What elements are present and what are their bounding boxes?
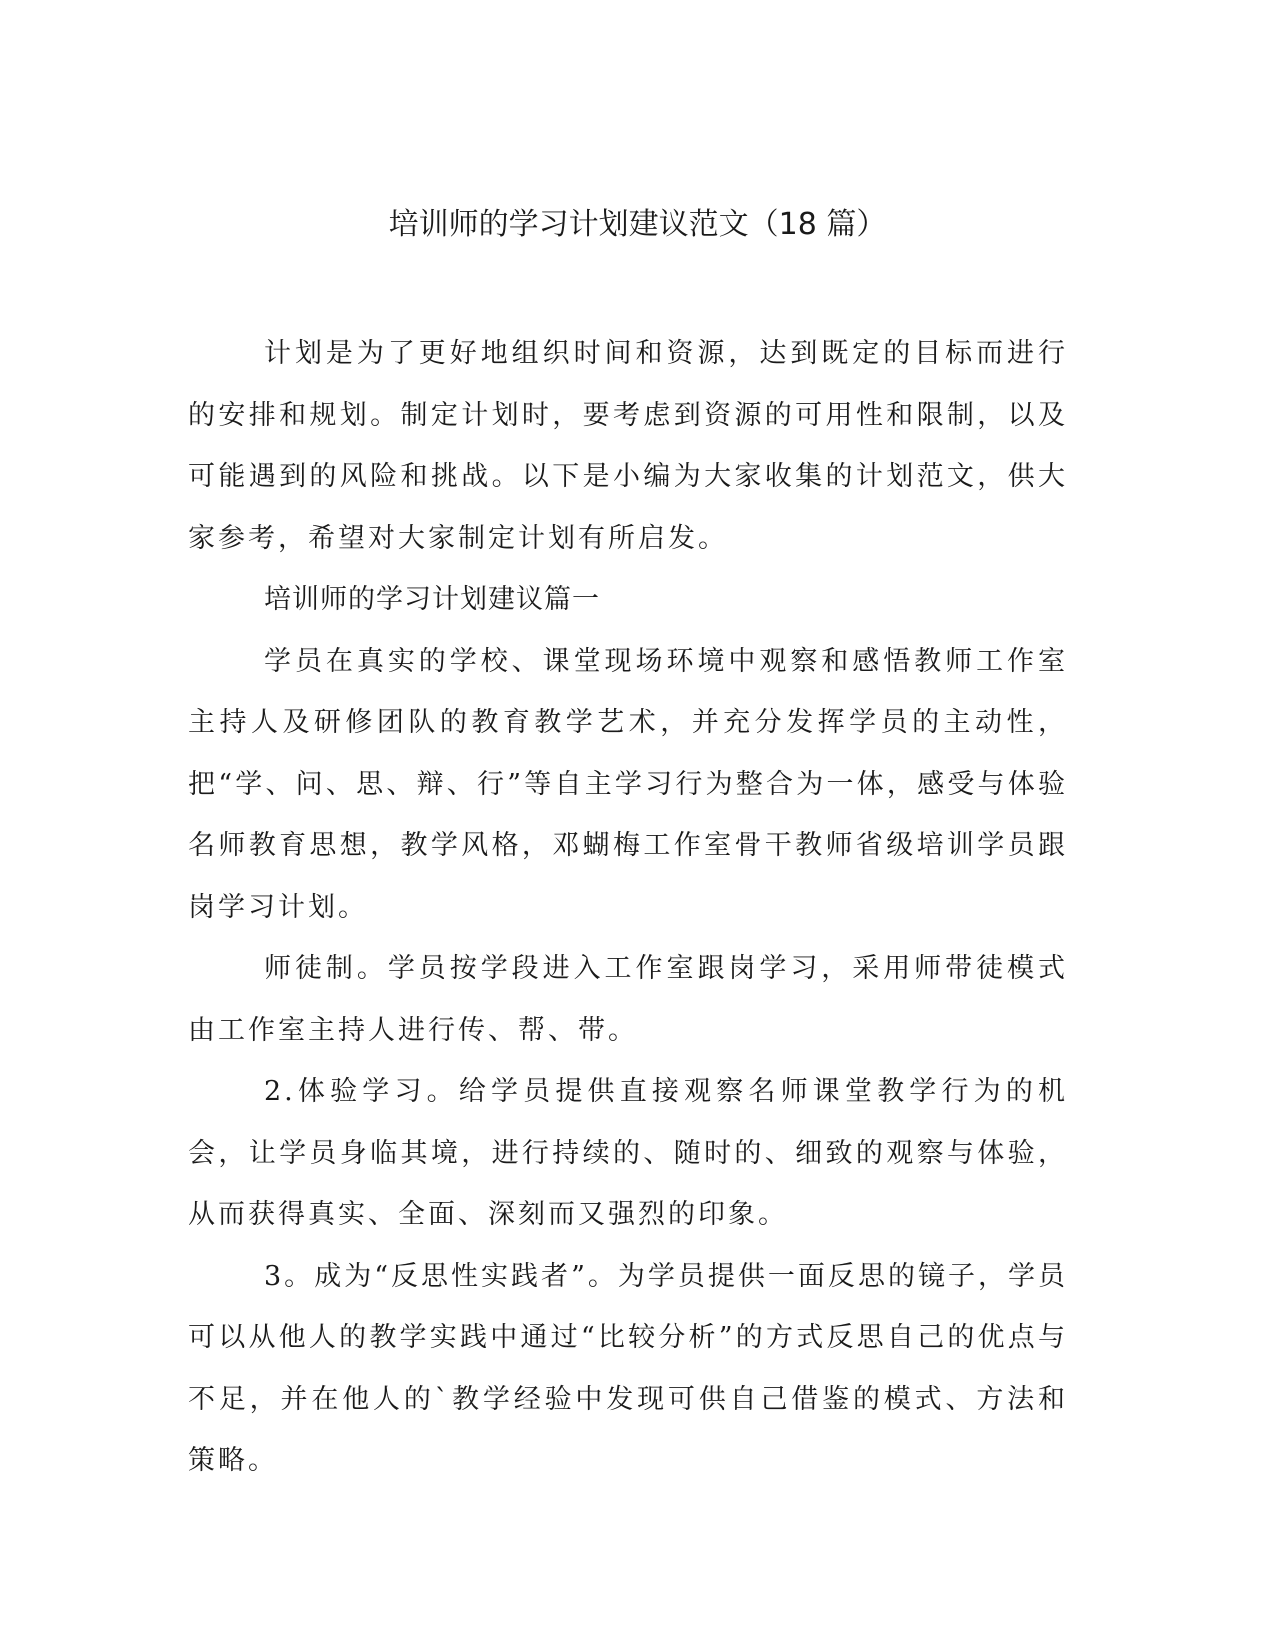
body-paragraph: 2.体验学习。给学员提供直接观察名师课堂教学行为的机会，让学员身临其境，进行持续的、随时的、细致的观察与体验，从而获得真实、全面、深刻而又强烈的印象。: [188, 1076, 1068, 1230]
intro-paragraph: 计划是为了更好地组织时间和资源，达到既定的目标而进行的安排和规划。制定计划时，要考虑到资源的可用性和限制，以及可能遇到的风险和挑战。以下是小编为大家收集的计划范文，供大家参考，希望对大家制定计划有所启发。: [188, 338, 1068, 554]
body-paragraph: 3。成为“反思性实践者”。为学员提供一面反思的镜子，学员可以从他人的教学实践中通过“比较分析”的方式反思自己的优点与不足，并在他人的`教学经验中发现可供自己借鉴的模式、方法和策略。: [188, 1260, 1068, 1476]
body-paragraph: 师徒制。学员按学段进入工作室跟岗学习，采用师带徒模式由工作室主持人进行传、帮、带。: [188, 953, 1068, 1046]
document-title: 培训师的学习计划建议范文（18 篇）: [388, 207, 887, 242]
section-heading: 培训师的学习计划建议篇一: [264, 584, 600, 615]
body-paragraph: 学员在真实的学校、课堂现场环境中观察和感悟教师工作室主持人及研修团队的教育教学艺术，并充分发挥学员的主动性，把“学、问、思、辩、行”等自主学习行为整合为一体，感受与体验名师教育思想，教学风格，邓蝴梅工作室骨干教师省级培训学员跟岗学习计划。: [188, 645, 1068, 923]
document-body: [188, 323, 1068, 1492]
